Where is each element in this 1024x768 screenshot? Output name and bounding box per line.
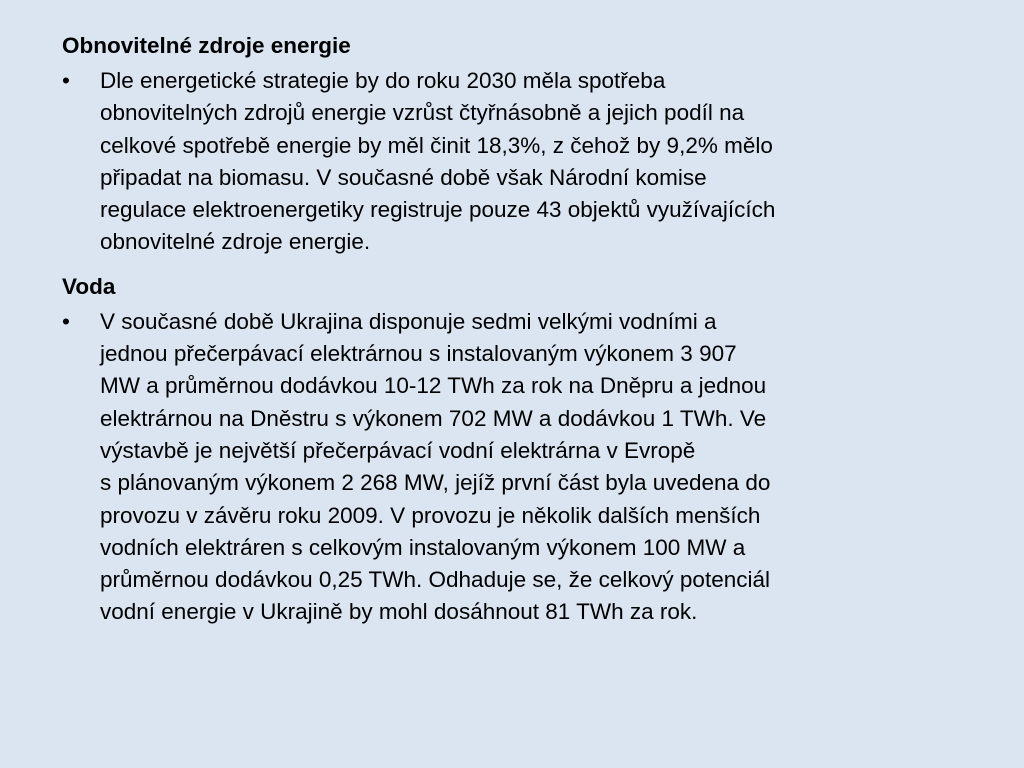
paragraph-line: V současné době Ukrajina disponuje sedmi velkými vodními a [100,308,717,334]
paragraph-line: provozu v závěru roku 2009. V provozu je několik dalších menších [100,502,761,528]
section-heading: Voda [62,273,116,299]
bullet-paragraph [62,306,984,629]
paragraph-line: obnovitelných zdrojů energie vzrůst čtyřnásobně a jejich podíl na [100,100,745,126]
paragraph-line: regulace elektroenergetiky registruje pouze 43 objektů využívajících [100,197,776,223]
section-heading: Obnovitelné zdroje energie [62,33,351,58]
paragraph-line: Dle energetické strategie by do roku 2030 měla spotřeba [100,68,666,93]
paragraph-line: MW a průměrnou dodávkou 10-12 TWh za rok na Dněpru a jednou [100,373,767,399]
bullet-icon: • [62,68,70,93]
bullet-icon: • [62,308,70,334]
paragraph-line: připadat na biomasu. V současné době však Národní komise [100,164,707,190]
paragraph-line: vodních elektráren s celkovým instalovaným výkonem 100 MW a [100,534,746,560]
paragraph-line: jednou přečerpávací elektrárnou s instalovaným výkonem 3 907 [100,341,737,367]
paragraph-line: průměrnou dodávkou 0,25 TWh. Odhaduje se, že celkový potenciál [100,567,770,593]
section-water [62,271,984,629]
paragraph-line: celkové spotřebě energie by měl činit 18,3%, z čehož by 9,2% mělo [100,132,773,158]
section-renewables [62,30,984,259]
paragraph-line: vodní energie v Ukrajině by mohl dosáhnout 81 TWh za rok. [100,599,698,625]
paragraph-line: elektrárnou na Dněstru s výkonem 702 MW a dodávkou 1 TWh. Ve [100,405,767,431]
paragraph-line: obnovitelné zdroje energie. [100,229,371,255]
paragraph-line: výstavbě je největší přečerpávací vodní elektrárna v Evropě [100,437,696,463]
bullet-paragraph [62,65,984,259]
paragraph-line: s plánovaným výkonem 2 268 MW, jejíž první část byla uvedena do [100,470,771,496]
